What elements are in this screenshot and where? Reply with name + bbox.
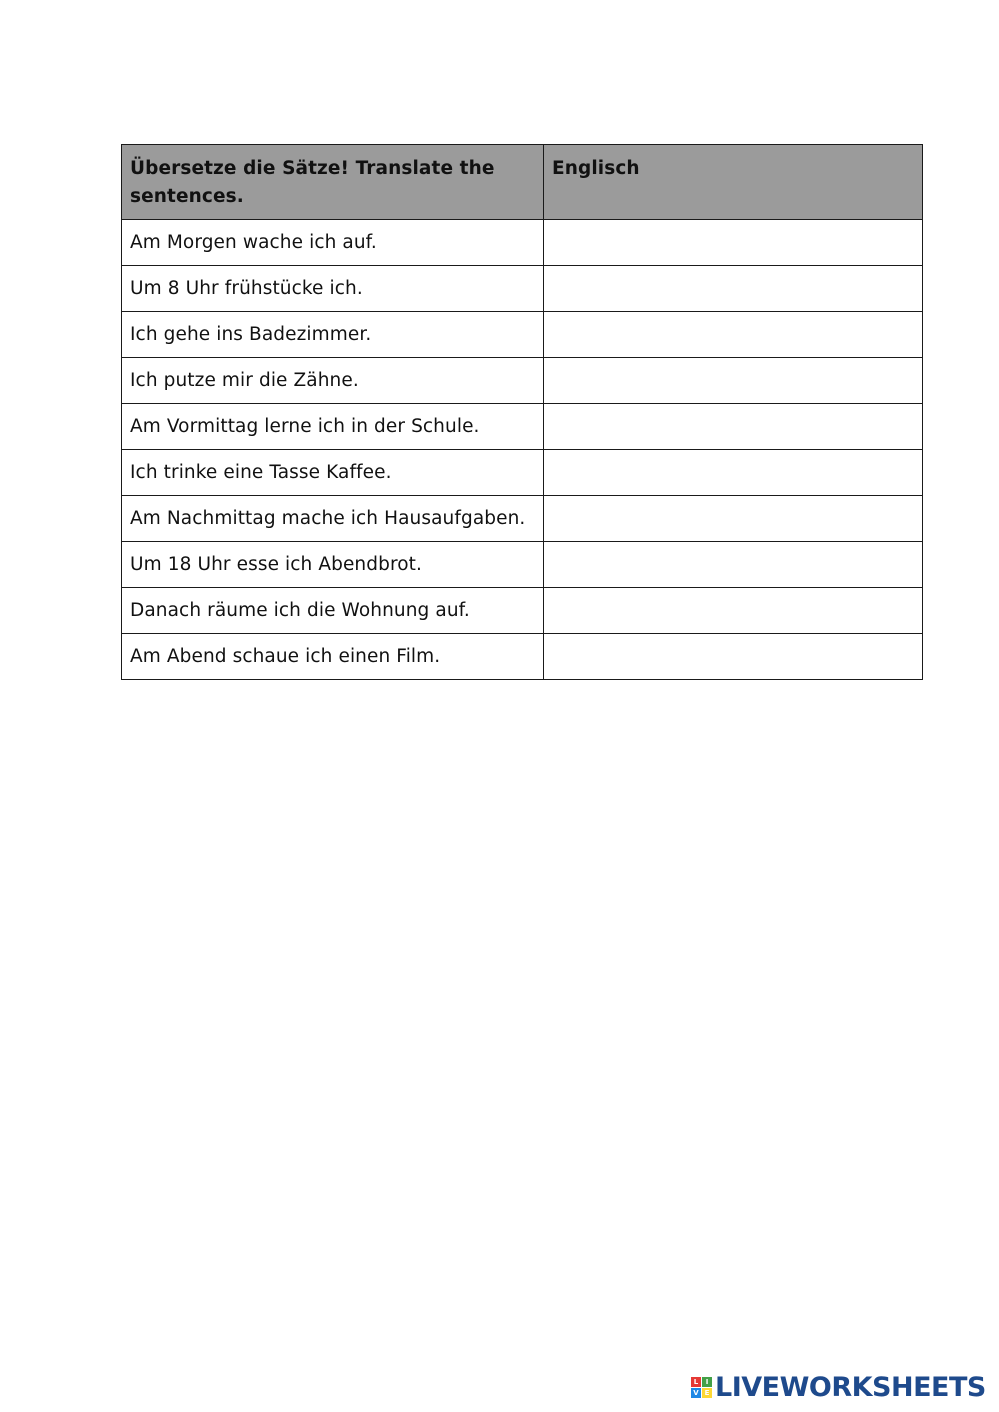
table-row <box>122 588 923 634</box>
liveworksheets-logo <box>691 1371 986 1403</box>
english-answer-field[interactable] <box>544 266 923 312</box>
logo-block-i: I <box>702 1377 712 1387</box>
table-row <box>122 266 923 312</box>
logo-blocks-icon <box>691 1377 712 1398</box>
german-sentence: Am Morgen wache ich auf. <box>122 220 544 266</box>
german-sentence: Am Vormittag lerne ich in der Schule. <box>122 404 544 450</box>
table-row <box>122 312 923 358</box>
english-answer-field[interactable] <box>544 312 923 358</box>
german-sentence: Ich gehe ins Badezimmer. <box>122 312 544 358</box>
english-answer-field[interactable] <box>544 358 923 404</box>
table-row <box>122 634 923 680</box>
english-answer-field[interactable] <box>544 588 923 634</box>
table-row <box>122 450 923 496</box>
translation-table <box>121 144 923 680</box>
english-answer-field[interactable] <box>544 542 923 588</box>
german-sentence: Um 8 Uhr frühstücke ich. <box>122 266 544 312</box>
german-sentence: Am Abend schaue ich einen Film. <box>122 634 544 680</box>
header-german: Übersetze die Sätze! Translate the sentences. <box>122 145 544 220</box>
table-row <box>122 358 923 404</box>
german-sentence: Am Nachmittag mache ich Hausaufgaben. <box>122 496 544 542</box>
german-sentence: Um 18 Uhr esse ich Abendbrot. <box>122 542 544 588</box>
german-sentence: Ich putze mir die Zähne. <box>122 358 544 404</box>
english-answer-field[interactable] <box>544 496 923 542</box>
logo-text: LIVEWORKSHEETS <box>715 1371 986 1403</box>
english-answer-field[interactable] <box>544 634 923 680</box>
english-answer-field[interactable] <box>544 450 923 496</box>
logo-block-v: V <box>691 1388 701 1398</box>
table-row <box>122 404 923 450</box>
german-sentence: Danach räume ich die Wohnung auf. <box>122 588 544 634</box>
logo-block-e: E <box>702 1388 712 1398</box>
table-row <box>122 220 923 266</box>
table-row <box>122 496 923 542</box>
table-row <box>122 542 923 588</box>
english-answer-field[interactable] <box>544 220 923 266</box>
german-sentence: Ich trinke eine Tasse Kaffee. <box>122 450 544 496</box>
header-english: Englisch <box>544 145 923 220</box>
table-header-row <box>122 145 923 220</box>
english-answer-field[interactable] <box>544 404 923 450</box>
logo-block-l: L <box>691 1377 701 1387</box>
